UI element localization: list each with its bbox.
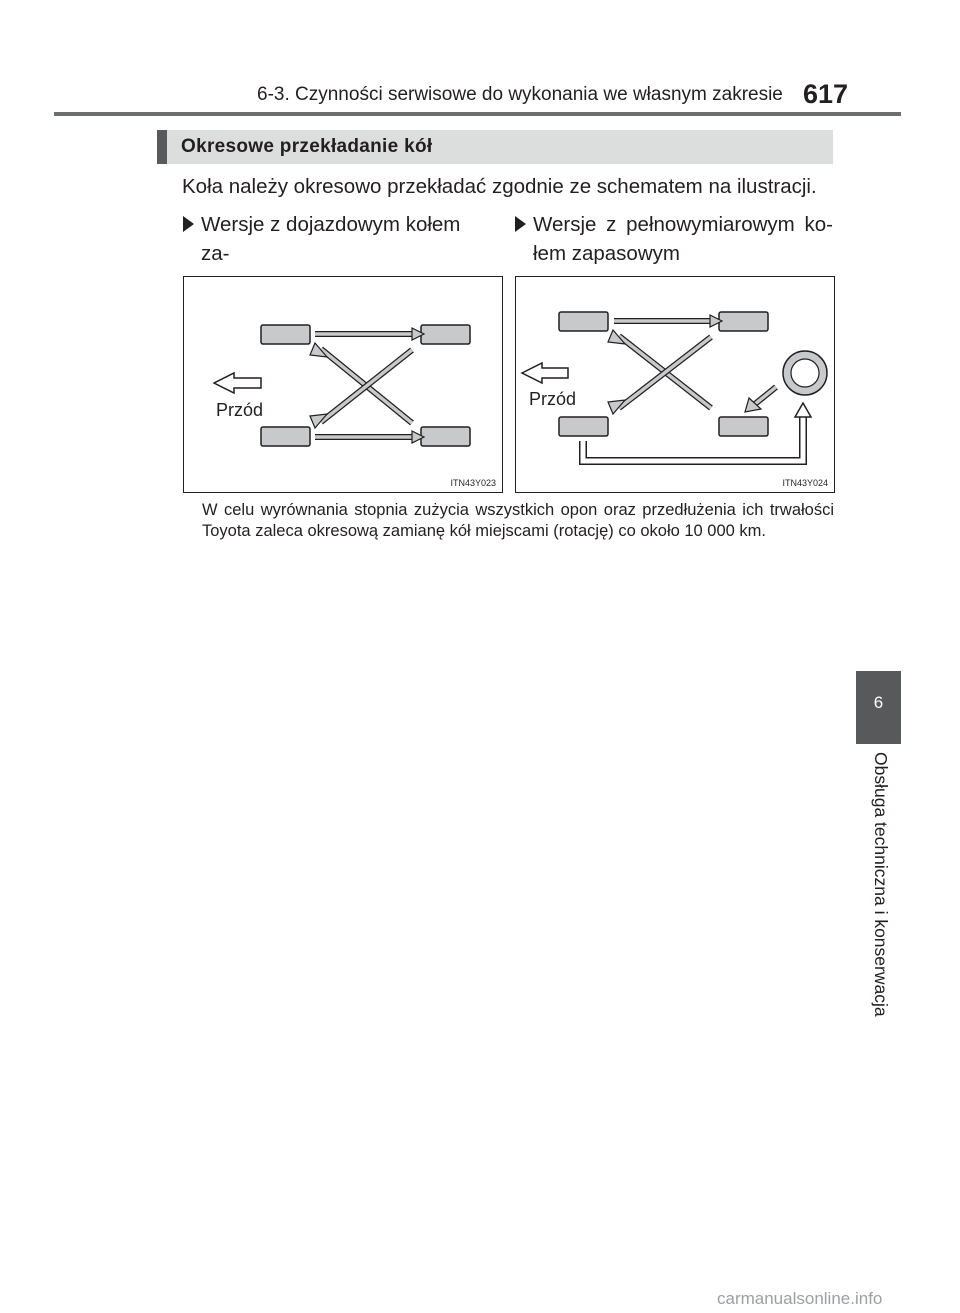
figure-code: ITN43Y024: [782, 478, 828, 488]
chapter-title: Obsługa techniczna i konserwacja: [871, 752, 891, 1017]
header-rule: [54, 112, 901, 116]
page-number: 617: [803, 79, 849, 109]
rotation-note: W celu wyrównania stopnia zużycia wszystkich opon oraz przedłużenia ich trwałości Toyota zaleca okresową zamianę kół miejscami (rotację) co około 10 000 km.: [202, 501, 834, 540]
rotation-diagram-svg: [184, 277, 504, 494]
tire-front-right: [719, 312, 768, 331]
section-heading-bar: [157, 130, 833, 164]
variant-label-line2: łem zapasowym: [533, 242, 680, 265]
chapter-tab: [856, 671, 901, 744]
tire-front-right: [421, 325, 470, 344]
running-header: 6-3. Czynności serwisowe do wykonania we własnym zakresie: [257, 84, 783, 105]
intro-text: Koła należy okresowo przekładać zgodnie ze schematem na ilustracji.: [182, 175, 817, 198]
tire-rear-left: [261, 427, 310, 446]
front-arrow-icon: [522, 363, 568, 383]
chapter-number: 6: [873, 693, 884, 712]
tire-front-left: [559, 312, 608, 331]
tire-rear-right: [719, 417, 768, 436]
section-title: Okresowe przekładanie kół: [181, 136, 433, 157]
arrow-rear-to-spare: [583, 415, 803, 461]
tire-rear-left: [559, 417, 608, 436]
variant-full-size-spare: [515, 210, 833, 268]
tire-rear-right: [421, 427, 470, 446]
tire-front-left: [261, 325, 310, 344]
front-label: Przód: [529, 389, 577, 409]
bullet-triangle-icon: [515, 216, 526, 232]
variant-label-line1: Wersje z dojazdowym kołem za-: [201, 213, 461, 265]
rotation-diagram-svg: [516, 277, 836, 494]
bullet-triangle-icon: [183, 216, 194, 232]
front-label: Przód: [216, 400, 264, 420]
rotation-diagram-full-size: [515, 276, 835, 493]
figure-code: ITN43Y023: [450, 478, 496, 488]
front-arrow-icon: [214, 373, 261, 393]
rotation-diagram-compact: [183, 276, 503, 493]
variant-label-line1: Wersje z pełnowymiarowym ko-: [533, 213, 833, 236]
watermark: carmanualsonline.info: [717, 1289, 883, 1308]
